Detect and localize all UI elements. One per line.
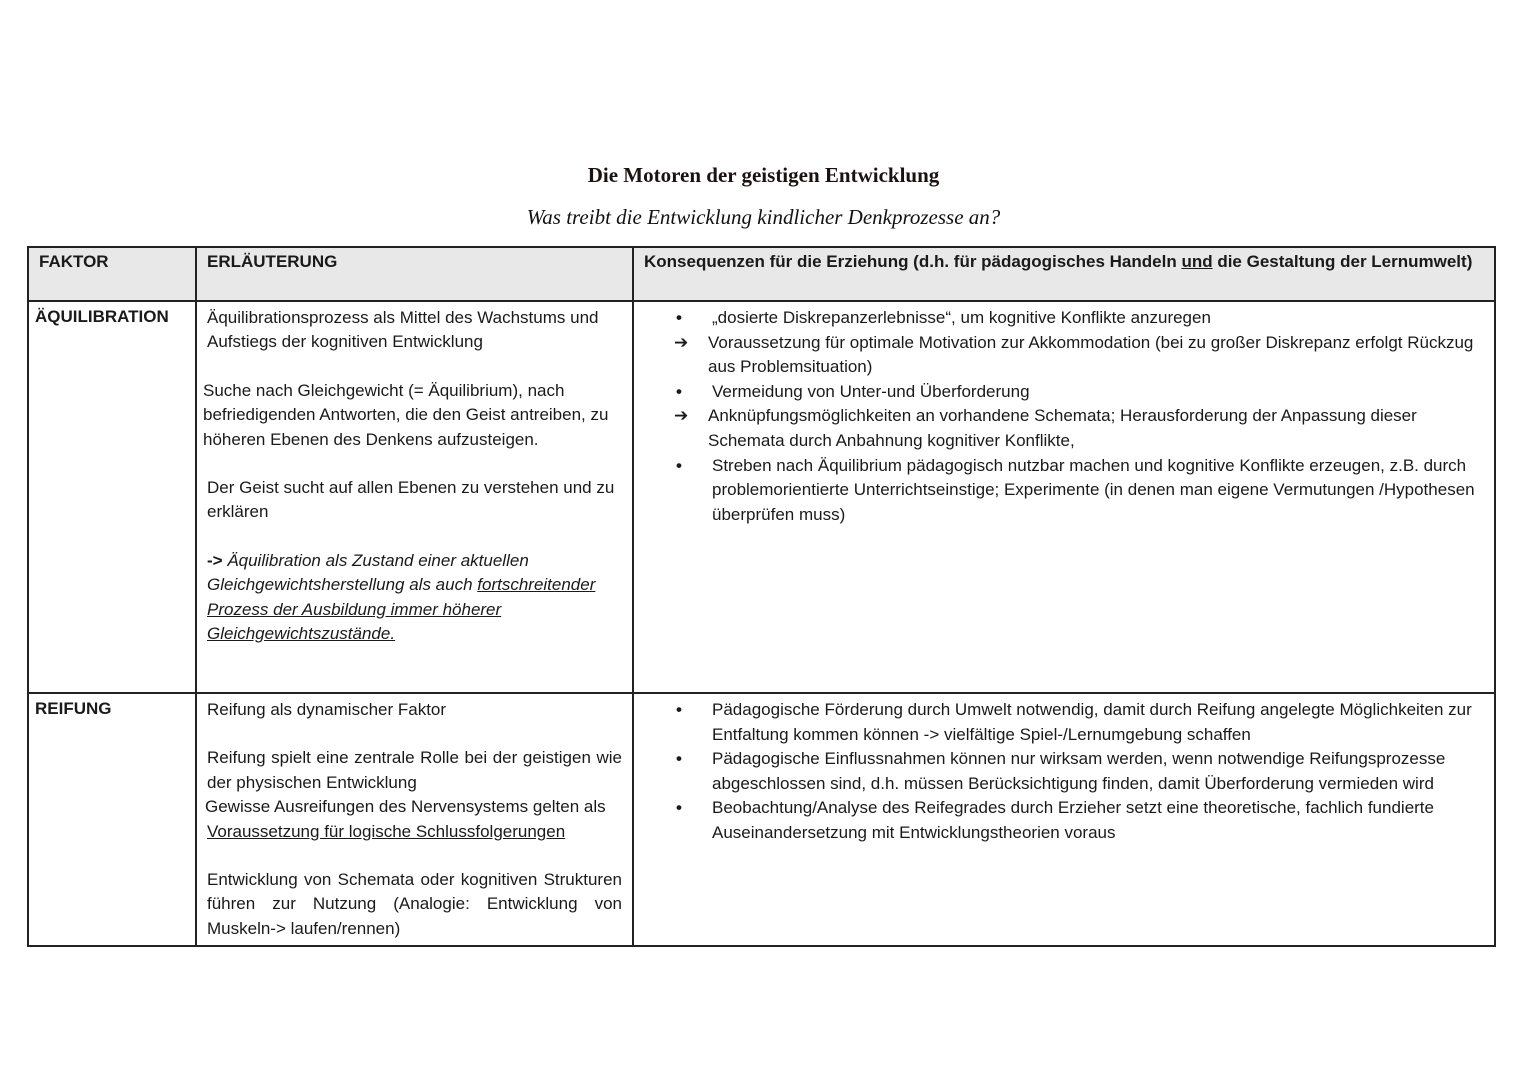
list-item-text: Pädagogische Förderung durch Umwelt notwendig, damit durch Reifung angelegte Möglichkeiten zur Entfaltung kommen können -> vielfältige Spiel-/Lernumgebung schaffen bbox=[712, 700, 1472, 744]
explanation-cell bbox=[196, 301, 633, 693]
factor-label-highlighted: ÄQUILIBRATION bbox=[31, 306, 177, 328]
factor-cell bbox=[28, 693, 196, 946]
list-item bbox=[674, 454, 1484, 528]
table-row bbox=[28, 301, 1495, 693]
explanation-underlined: Voraussetzung für logische Schlussfolgerungen bbox=[207, 821, 566, 841]
explanation-paragraph: Der Geist sucht auf allen Ebenen zu verstehen und zu erklären bbox=[207, 478, 615, 522]
list-item bbox=[674, 404, 1484, 453]
header-factor: FAKTOR bbox=[28, 247, 196, 301]
explanation-conclusion bbox=[207, 549, 622, 647]
table-row bbox=[28, 693, 1495, 946]
explanation-cell bbox=[196, 693, 633, 946]
header-consequences-pre: Konsequenzen für die Erziehung (d.h. für pädagogisches Handeln bbox=[644, 252, 1182, 271]
table-header-row bbox=[28, 247, 1495, 301]
bullet-icon: • bbox=[676, 381, 682, 401]
header-consequences bbox=[633, 247, 1495, 301]
bullet-icon: • bbox=[676, 700, 682, 719]
list-item-text: Beobachtung/Analyse des Reifegrades durch Erzieher setzt eine theoretische, fachlich fundierte Auseinandersetzung mit Entwicklungstheorien voraus bbox=[712, 798, 1434, 842]
list-item-text: Pädagogische Einflussnahmen können nur wirksam werden, wenn notwendige Reifungsprozesse abgeschlossen sind, d.h. müssen Berücksichtigung finden, damit Überforderung vermieden wird bbox=[712, 749, 1446, 793]
consequences-cell bbox=[633, 693, 1495, 946]
header-explanation: ERLÄUTERUNG bbox=[196, 247, 633, 301]
list-item-text: Vermeidung von Unter-und Überforderung bbox=[712, 381, 1030, 401]
header-consequences-post: die Gestaltung der Lernumwelt) bbox=[1212, 252, 1473, 271]
list-item bbox=[674, 331, 1484, 380]
bullet-icon: • bbox=[676, 749, 682, 769]
list-item bbox=[674, 747, 1484, 796]
consequences-list bbox=[674, 698, 1484, 846]
list-item bbox=[674, 380, 1484, 405]
arrow-right-icon: ➔ bbox=[674, 332, 689, 352]
consequences-cell bbox=[633, 301, 1495, 693]
explanation-paragraph: Reifung als dynamischer Faktor bbox=[207, 700, 447, 719]
explanation-paragraph: Reifung spielt eine zentrale Rolle bei der geistigen wie der physischen Entwicklung bbox=[207, 748, 622, 792]
document-subtitle: Was treibt die Entwicklung kindlicher Denkprozesse an? bbox=[526, 205, 1001, 229]
list-item bbox=[674, 796, 1484, 845]
list-item-text: Streben nach Äquilibrium pädagogisch nutzbar machen und kognitive Konflikte erzeugen, z.B. durch problemorientierte Unterrichtseinstige; Experimente (in denen man eigene Vermutungen /Hypothesen überprüfen muss) bbox=[712, 455, 1475, 524]
explanation-paragraph: Gewisse Ausreifungen des Nervensystems gelten als bbox=[205, 797, 606, 817]
conclusion-italic: Äquilibration als Zustand einer aktuellen Gleichgewichtsherstellung als auch bbox=[207, 550, 529, 595]
list-item-text: Voraussetzung für optimale Motivation zur Akkommodation (bei zu großer Diskrepanz erfolgt Rückzug aus Problemsituation) bbox=[708, 332, 1474, 377]
explanation-paragraph: Äquilibrationsprozess als Mittel des Wachstums und Aufstiegs der kognitiven Entwicklung bbox=[207, 308, 599, 352]
factor-cell bbox=[28, 301, 196, 693]
factors-table bbox=[27, 246, 1496, 947]
explanation-paragraph: Entwicklung von Schemata oder kognitiven Strukturen führen zur Nutzung (Analogie: Entwicklung von Muskeln-> laufen/rennen) bbox=[207, 870, 622, 938]
explanation-paragraph: Suche nach Gleichgewicht (= Äquilibrium), nach befriedigenden Antworten, die den Geist antreiben, zu höheren Ebenen des Denkens aufzusteigen. bbox=[203, 380, 609, 449]
consequences-list bbox=[674, 306, 1484, 527]
factor-label-highlighted: REIFUNG bbox=[31, 698, 120, 720]
bullet-icon: • bbox=[676, 455, 682, 475]
bullet-icon: • bbox=[676, 308, 682, 327]
bullet-icon: • bbox=[676, 798, 682, 818]
conclusion-underlined: fortschreitender Prozess der Ausbildung immer höherer Gleichgewichtszustände. bbox=[207, 575, 596, 644]
list-item bbox=[674, 306, 1484, 331]
list-item-text: „dosierte Diskrepanzerlebnisse“, um kognitive Konflikte anzuregen bbox=[712, 308, 1211, 327]
document-title: Die Motoren der geistigen Entwicklung bbox=[562, 160, 966, 190]
arrow-text: -> bbox=[207, 550, 228, 570]
arrow-right-icon: ➔ bbox=[674, 406, 689, 426]
title-wrapper bbox=[0, 160, 1527, 190]
list-item-text: Anknüpfungsmöglichkeiten an vorhandene Schemata; Herausforderung der Anpassung dieser Schemata durch Anbahnung kognitiver Konflikte, bbox=[708, 406, 1417, 450]
header-consequences-underlined: und bbox=[1181, 252, 1213, 271]
list-item bbox=[674, 698, 1484, 747]
